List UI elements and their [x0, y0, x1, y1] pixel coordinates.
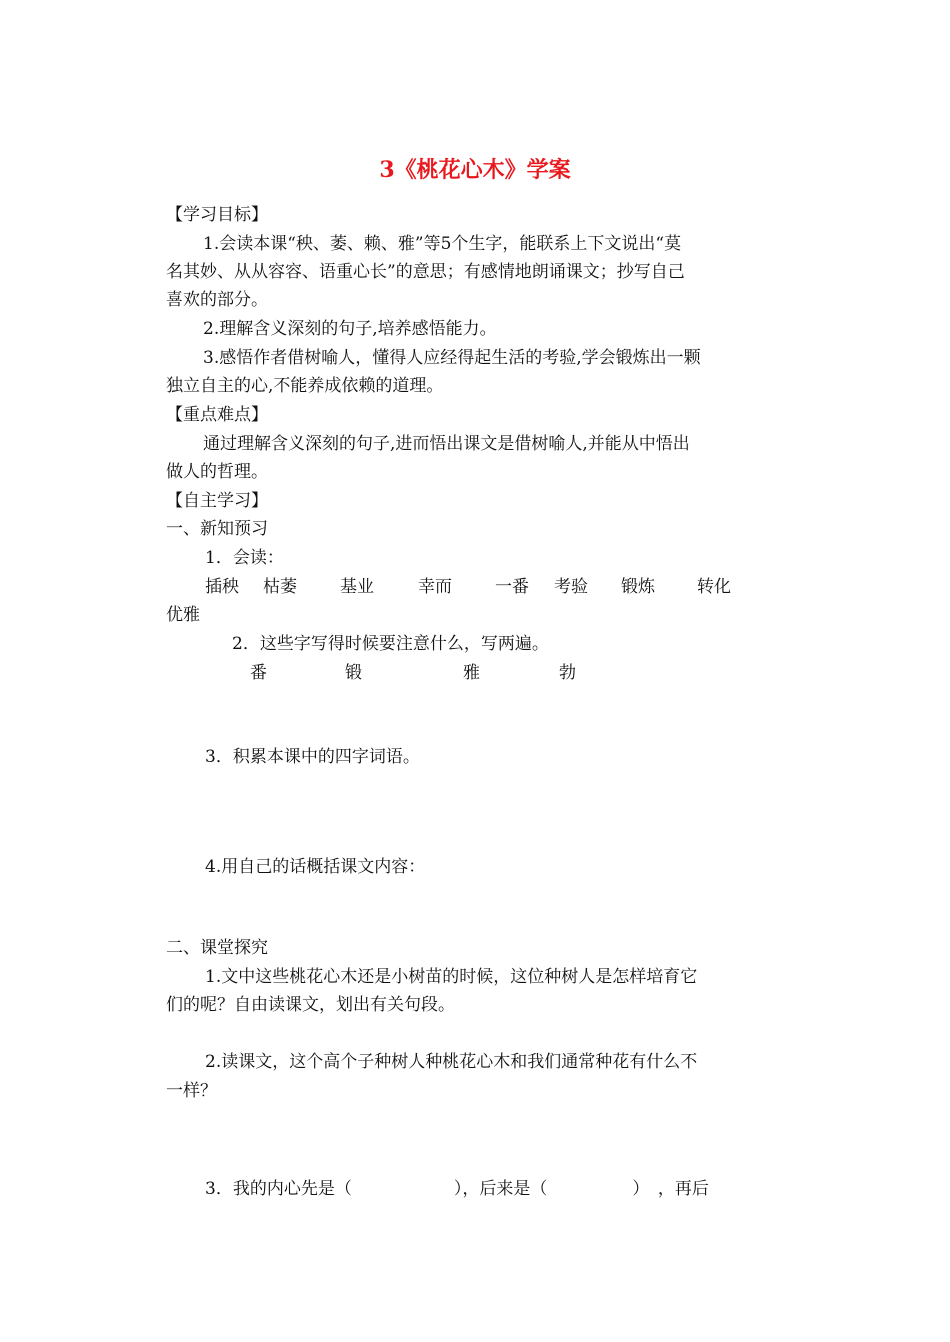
part1-heading: 一、新知预习 — [166, 519, 268, 539]
reading-word: 锻炼 — [621, 577, 655, 597]
goal-item-1-line-2: 名其妙、从从容容、语重心长”的意思；有感情地朗诵课文；抄写自己 — [166, 262, 685, 282]
part2-q2-line-1: 2.读课文，这个高个子种树人种桃花心木和我们通常种花有什么不 — [205, 1052, 698, 1072]
part2-q1-line-1: 1.文中这些桃花心木还是小树苗的时候，这位种树人是怎样培育它 — [205, 967, 698, 987]
part1-q2-label: 2．这些字写得时候要注意什么，写两遍。 — [232, 634, 549, 654]
reading-word: 一番 — [495, 577, 529, 597]
part2-q2-line-2: 一样？ — [166, 1081, 217, 1101]
section-heading-self-study: 【自主学习】 — [166, 491, 268, 511]
part1-q1-label: 1．会读： — [205, 548, 284, 568]
goal-item-2: 2.理解含义深刻的句子,培养感悟能力。 — [203, 319, 497, 339]
goal-item-1-line-3: 喜欢的部分。 — [166, 290, 268, 310]
section-heading-keypoints: 【重点难点】 — [166, 405, 268, 425]
goal-item-3-line-2: 独立自主的心,不能养成依赖的道理。 — [166, 376, 444, 396]
writing-char: 勃 — [559, 663, 576, 683]
goal-item-3-line-1: 3.感悟作者借树喻人，懂得人应经得起生活的考验,学会锻炼出一颗 — [203, 348, 701, 368]
reading-word: 幸而 — [418, 577, 452, 597]
writing-char: 雅 — [463, 663, 480, 683]
reading-word: 考验 — [554, 577, 588, 597]
keypoints-line-1: 通过理解含义深刻的句子,进而悟出课文是借树喻人,并能从中悟出 — [203, 434, 690, 454]
reading-word: 插秧 — [205, 577, 239, 597]
goal-item-1-line-1: 1.会读本课“秧、萎、赖、雅”等5个生字，能联系上下文说出“莫 — [203, 234, 682, 254]
document-title: 3《桃花心木》学案 — [379, 157, 571, 183]
section-heading-goals: 【学习目标】 — [166, 205, 268, 225]
part2-q3: 3．我的内心先是（ ），后来是（ ） ，再后 — [205, 1179, 709, 1199]
part2-q1-line-2: 们的呢？自由读课文，划出有关句段。 — [166, 995, 455, 1015]
reading-word: 枯萎 — [263, 577, 297, 597]
keypoints-line-2: 做人的哲理。 — [166, 462, 268, 482]
part2-heading: 二、课堂探究 — [166, 938, 268, 958]
reading-word: 转化 — [697, 577, 731, 597]
part1-q3: 3．积累本课中的四字词语。 — [205, 747, 420, 767]
writing-char: 锻 — [345, 663, 362, 683]
part1-q4: 4.用自己的话概括课文内容： — [205, 857, 426, 877]
reading-word: 基业 — [340, 577, 374, 597]
writing-char: 番 — [250, 663, 267, 683]
reading-word: 优雅 — [166, 605, 200, 625]
